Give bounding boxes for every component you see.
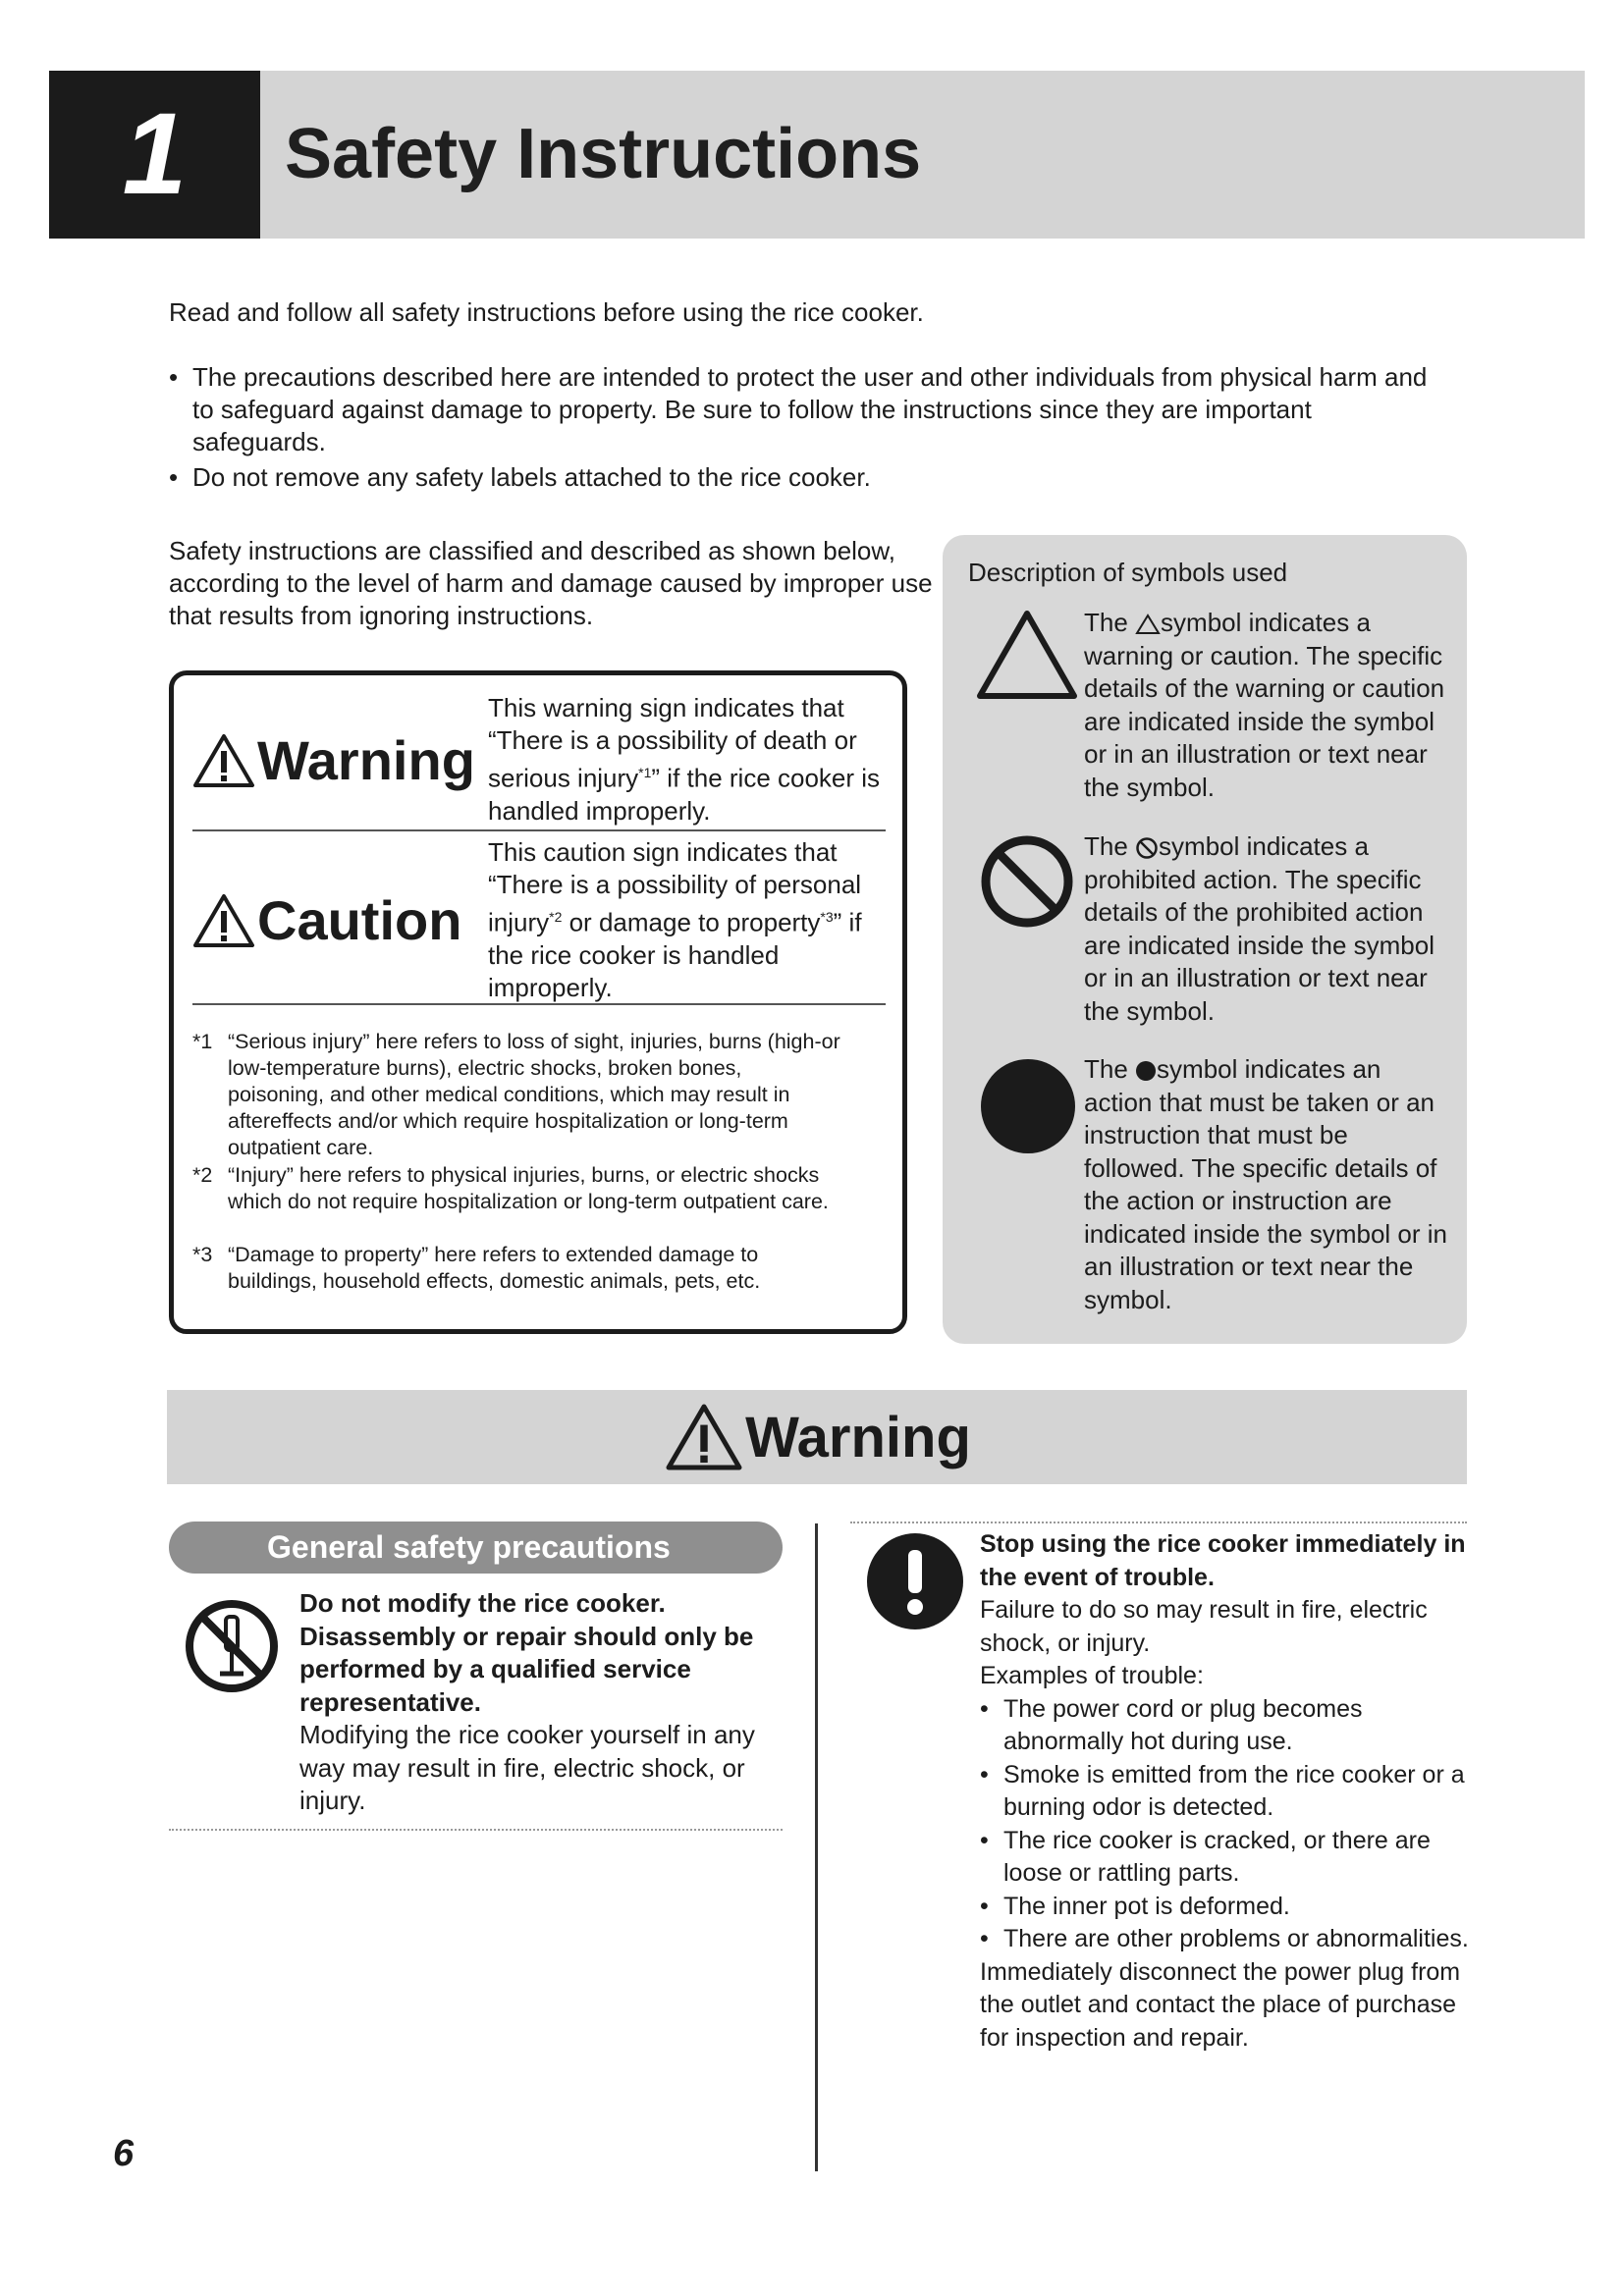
dotted-divider <box>850 1522 1467 1523</box>
footnote-number: *2 <box>192 1163 213 1187</box>
footnote-ref: *3 <box>820 909 834 925</box>
caution-desc-text-end: ” if the rice cooker is handled improperly. <box>488 907 862 1002</box>
warning-triangle-icon <box>663 1402 745 1472</box>
prohibited-circle-icon <box>980 834 1074 929</box>
warning-triangle-icon <box>1135 614 1161 635</box>
symbols-title: Description of symbols used <box>968 558 1288 587</box>
bullet-item: • The precautions described here are intended to protect the user and other individuals from physical harm and to safeguard against damage to property. Be sure to follow the instructions since they are important safeguards. <box>169 361 1445 458</box>
trouble-examples-label: Examples of trouble: <box>980 1662 1204 1689</box>
footnote-ref: *2 <box>549 909 563 925</box>
footnote <box>192 1242 840 1295</box>
footnote <box>192 1162 840 1215</box>
symbol-desc-pre: The <box>1084 1054 1136 1084</box>
intro-bullets <box>169 361 1445 497</box>
mandatory-action-icon <box>866 1532 964 1630</box>
warning-label <box>192 728 475 792</box>
footnote-text: “Serious injury” here refers to loss of sight, injuries, burns (high-or low-temperature burns), electric shocks, broken bones, poisoning, and other medical conditions, which may result in aftereffects and/or which require hospitalization or long-term outpatient care. <box>228 1030 840 1159</box>
footnote-text: “Damage to property” here refers to extended damage to buildings, household effects, domestic animals, pets, etc. <box>228 1243 761 1293</box>
intro-text: Read and follow all safety instructions before using the rice cooker. <box>169 297 924 327</box>
filled-circle-icon <box>980 1058 1076 1154</box>
warning-description <box>488 692 900 828</box>
caution-desc-text-mid: or damage to property <box>562 907 821 937</box>
trouble-examples <box>980 1693 1471 1956</box>
warning-desc-text: This warning sign indicates that “There is a possibility of death or serious injury <box>488 693 857 793</box>
symbol-description <box>1084 607 1452 804</box>
general-precautions-heading: General safety precautions <box>169 1522 783 1574</box>
symbol-description <box>1084 1053 1452 1316</box>
warning-desc-text-end: ” if the rice cooker is handled improperly. <box>488 763 881 826</box>
page-title: Safety Instructions <box>285 115 922 193</box>
caution-word: Caution <box>257 889 462 951</box>
divider <box>192 829 886 831</box>
caution-description <box>488 836 900 1004</box>
modify-warning-title: Do not modify the rice cooker. Disassembly or repair should only be performed by a qualified service representative. <box>299 1588 754 1717</box>
warning-triangle-icon <box>976 609 1078 701</box>
trouble-text: Failure to do so may result in fire, electric shock, or injury. <box>980 1596 1428 1657</box>
chapter-number: 1 <box>122 89 188 219</box>
divider <box>192 1003 886 1005</box>
list-item: • The inner pot is deformed. <box>980 1891 1471 1924</box>
dotted-divider <box>169 1829 783 1831</box>
list-item: • There are other problems or abnormalities. <box>980 1923 1471 1956</box>
footnote-number: *1 <box>192 1030 213 1053</box>
page-number: 6 <box>113 2133 135 2174</box>
bullet-item: • Do not remove any safety labels attached to the rice cooker. <box>169 461 1445 494</box>
modify-warning <box>299 1587 790 1818</box>
warning-banner-word: Warning <box>745 1405 971 1469</box>
caution-label <box>192 888 461 952</box>
symbol-desc-post: symbol indicates a warning or caution. The specific details of the warning or caution are indicated inside the symbol or in an illustration or text near the symbol. <box>1084 608 1445 802</box>
classification-text: Safety instructions are classified and described as shown below, according to the level of harm and damage caused by improper use that results from ignoring instructions. <box>169 536 933 630</box>
trouble-closing: Immediately disconnect the power plug from the outlet and contact the place of purchase for inspection and repair. <box>980 1957 1461 2052</box>
symbol-desc-post: symbol indicates a prohibited action. The specific details of the prohibited action are indicated inside the symbol or in an illustration or text near the symbol. <box>1084 831 1435 1026</box>
footnote <box>192 1029 840 1161</box>
caution-desc-text: This caution sign indicates that “There is a possibility of personal injury <box>488 837 862 937</box>
list-item: • The rice cooker is cracked, or there are loose or rattling parts. <box>980 1825 1471 1891</box>
warning-word: Warning <box>257 729 475 791</box>
list-item: • Smoke is emitted from the rice cooker or a burning odor is detected. <box>980 1759 1471 1825</box>
symbol-desc-post: symbol indicates an action that must be taken or an instruction that must be followed. The specific details of the action or instruction are indicated inside the symbol or in an illustration or text near the symbol. <box>1084 1054 1447 1314</box>
column-divider <box>815 1523 818 2171</box>
caution-triangle-icon <box>192 892 255 949</box>
filled-circle-icon <box>1135 1060 1157 1082</box>
footnote-number: *3 <box>192 1243 213 1266</box>
symbol-desc-pre: The <box>1084 608 1136 637</box>
footnote-text: “Injury” here refers to physical injuries, burns, or electric shocks which do not require hospitalization or long-term outpatient care. <box>228 1163 829 1213</box>
footnote-ref: *1 <box>638 765 652 780</box>
warning-triangle-icon <box>192 732 255 789</box>
no-disassembly-icon <box>183 1597 281 1695</box>
trouble-instructions <box>980 1528 1471 2055</box>
prohibited-circle-icon <box>1135 836 1159 860</box>
symbol-desc-pre: The <box>1084 831 1136 861</box>
modify-warning-text: Modifying the rice cooker yourself in any way may result in fire, electric shock, or injury. <box>299 1720 755 1815</box>
trouble-title: Stop using the rice cooker immediately in the event of trouble. <box>980 1530 1466 1591</box>
list-item: • The power cord or plug becomes abnormally hot during use. <box>980 1693 1471 1759</box>
symbol-description <box>1084 830 1452 1028</box>
warning-banner-label <box>167 1390 1467 1484</box>
